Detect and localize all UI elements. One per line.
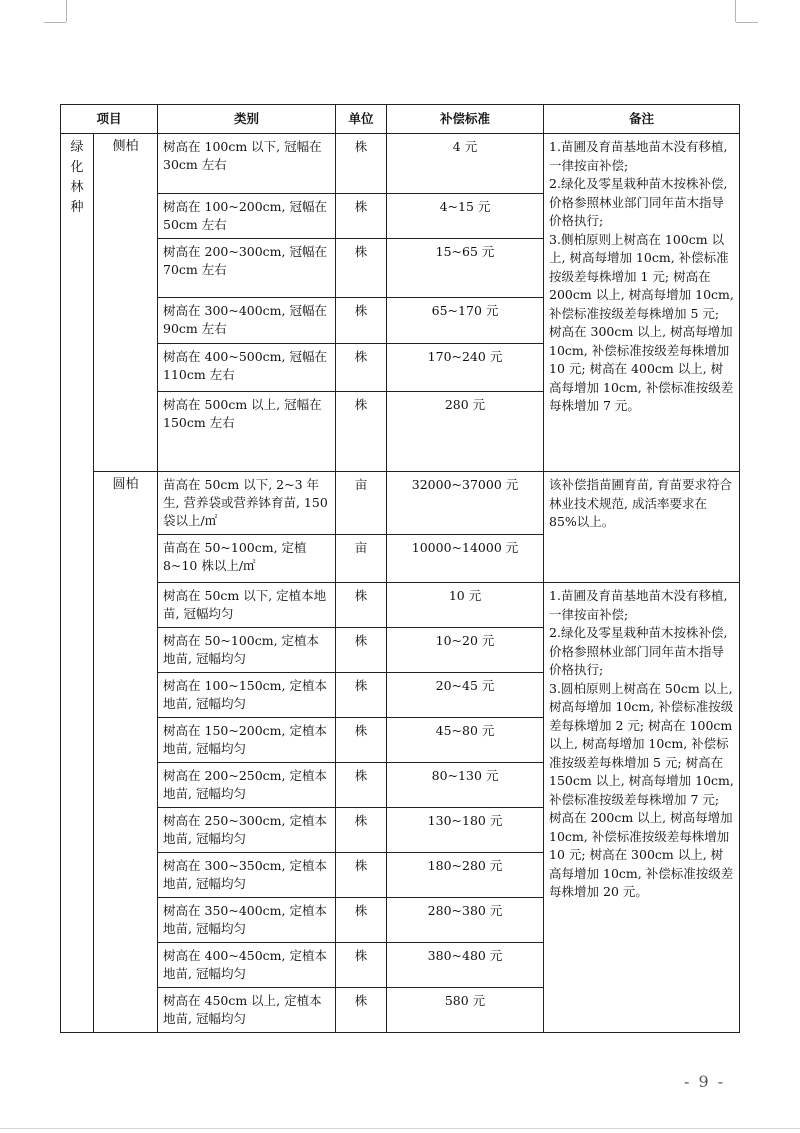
category-label: 绿化林种: [70, 140, 84, 215]
row-unit: 株: [336, 134, 387, 194]
category-cell: [61, 134, 94, 1033]
row-desc: 树高在 250~300cm, 定植本地苗, 冠幅均匀: [158, 808, 336, 853]
row-price: 10~20 元: [387, 628, 544, 673]
row-price: 15~65 元: [387, 239, 544, 298]
row-price: 170~240 元: [387, 344, 544, 392]
row-unit: 株: [336, 239, 387, 298]
row-price: 80~130 元: [387, 763, 544, 808]
row-unit: 株: [336, 808, 387, 853]
note-line: 2.绿化及零星栽种苗木按株补偿, 价格参照林业部门同年苗木指导价格执行;: [549, 625, 728, 677]
row-unit: 株: [336, 718, 387, 763]
row-price: 10000~14000 元: [387, 535, 544, 583]
note-cebai: [544, 134, 740, 472]
row-unit: 株: [336, 943, 387, 988]
row-desc: 树高在 100~200cm, 冠幅在 50cm 左右: [158, 194, 336, 239]
table-row: [61, 134, 740, 194]
group-cebai: 侧柏: [94, 134, 158, 472]
row-desc: 树高在 400~450cm, 定植本地苗, 冠幅均匀: [158, 943, 336, 988]
row-desc: 树高在 100cm 以下, 冠幅在 30cm 左右: [158, 134, 336, 194]
row-unit: 亩: [336, 472, 387, 535]
row-desc: 树高在 500cm 以上, 冠幅在 150cm 左右: [158, 392, 336, 472]
crop-mark-top-right-v: [735, 0, 736, 22]
group-yuanbai: 圆柏: [94, 472, 158, 1033]
note-line: 3.圆柏原则上树高在 50cm 以上, 树高每增加 10cm, 补偿标准按级差每株增加 2 元; 树高在 100cm 以上, 树高每增加 10cm, 补偿标准按级差每株增加 5 元; 树高在 150cm 以上, 树高每增加 10cm, 补偿标准按级差每株增加 7 元; 树高在 200cm 以上, 树高每增加 10cm, 补偿标准按级差每株增加 10 元; 树高在 300cm 以上, 树高每增加 10cm, 补偿标准按级差每株增加 20 元。: [549, 680, 734, 899]
row-unit: 株: [336, 988, 387, 1033]
row-unit: 株: [336, 344, 387, 392]
row-unit: 株: [336, 898, 387, 943]
row-price: 280 元: [387, 392, 544, 472]
row-unit: 株: [336, 194, 387, 239]
bottom-rule: [0, 1128, 800, 1129]
row-price: 4 元: [387, 134, 544, 194]
row-desc: 苗高在 50cm 以下, 2~3 年生, 营养袋或营养钵育苗, 150 袋以上/㎡: [158, 472, 336, 535]
row-desc: 树高在 300~400cm, 冠幅在 90cm 左右: [158, 298, 336, 344]
row-desc: 树高在 350~400cm, 定植本地苗, 冠幅均匀: [158, 898, 336, 943]
row-desc: 树高在 450cm 以上, 定植本地苗, 冠幅均匀: [158, 988, 336, 1033]
header-standard: 补偿标准: [387, 105, 544, 134]
row-price: 10 元: [387, 583, 544, 628]
note-yuanbai: [544, 583, 740, 1033]
note-line: 2.绿化及零星栽种苗木按株补偿, 价格参照林业部门同年苗木指导价格执行;: [549, 176, 728, 228]
row-unit: 株: [336, 763, 387, 808]
row-price: 45~80 元: [387, 718, 544, 763]
row-desc: 树高在 300~350cm, 定植本地苗, 冠幅均匀: [158, 853, 336, 898]
row-unit: 株: [336, 673, 387, 718]
table-row: [61, 583, 740, 628]
page-number: - 9 -: [684, 1072, 726, 1091]
row-price: 180~280 元: [387, 853, 544, 898]
header-note: 备注: [544, 105, 740, 134]
row-unit: 株: [336, 583, 387, 628]
table-row: [61, 472, 740, 535]
note-line: 1.苗圃及育苗基地苗木没有移植, 一律按亩补偿;: [549, 588, 728, 622]
note-line: 3.侧柏原则上树高在 100cm 以上, 树高每增加 10cm, 补偿标准按级差每株增加 1 元; 树高在 200cm 以上, 树高每增加 10cm, 补偿标准按级差每株增加 5 元; 树高在 300cm 以上, 树高每增加 10cm, 补偿标准按级差每株增加 10 元; 树高在 400cm 以上, 树高每增加 10cm, 补偿标准按级差每株增加 7 元。: [549, 231, 734, 413]
row-unit: 亩: [336, 535, 387, 583]
row-desc: 树高在 200~250cm, 定植本地苗, 冠幅均匀: [158, 763, 336, 808]
note-line: 该补偿指苗圃育苗, 育苗要求符合林业技术规范, 成活率要求在 85%以上。: [549, 477, 732, 529]
row-desc: 树高在 150~200cm, 定植本地苗, 冠幅均匀: [158, 718, 336, 763]
row-price: 65~170 元: [387, 298, 544, 344]
table-header-row: [61, 105, 740, 134]
row-price: 380~480 元: [387, 943, 544, 988]
row-price: 280~380 元: [387, 898, 544, 943]
crop-mark-top-left-v: [66, 0, 67, 22]
row-price: 32000~37000 元: [387, 472, 544, 535]
row-desc: 树高在 400~500cm, 冠幅在 110cm 左右: [158, 344, 336, 392]
crop-mark-top-left-h: [44, 22, 66, 23]
row-price: 580 元: [387, 988, 544, 1033]
note-line: 1.苗圃及育苗基地苗木没有移植, 一律按亩补偿;: [549, 139, 728, 173]
row-price: 4~15 元: [387, 194, 544, 239]
header-project: 项目: [61, 105, 158, 134]
row-desc: 树高在 50~100cm, 定植本地苗, 冠幅均匀: [158, 628, 336, 673]
row-desc: 树高在 200~300cm, 冠幅在 70cm 左右: [158, 239, 336, 298]
compensation-table: [60, 104, 740, 1033]
row-unit: 株: [336, 298, 387, 344]
header-unit: 单位: [336, 105, 387, 134]
crop-mark-top-right-h: [736, 22, 758, 23]
row-unit: 株: [336, 392, 387, 472]
row-unit: 株: [336, 628, 387, 673]
row-desc: 树高在 50cm 以下, 定植本地苗, 冠幅均匀: [158, 583, 336, 628]
row-desc: 苗高在 50~100cm, 定植 8~10 株以上/㎡: [158, 535, 336, 583]
header-category: 类别: [158, 105, 336, 134]
row-desc: 树高在 100~150cm, 定植本地苗, 冠幅均匀: [158, 673, 336, 718]
row-unit: 株: [336, 853, 387, 898]
row-price: 20~45 元: [387, 673, 544, 718]
row-price: 130~180 元: [387, 808, 544, 853]
note-nursery: [544, 472, 740, 583]
